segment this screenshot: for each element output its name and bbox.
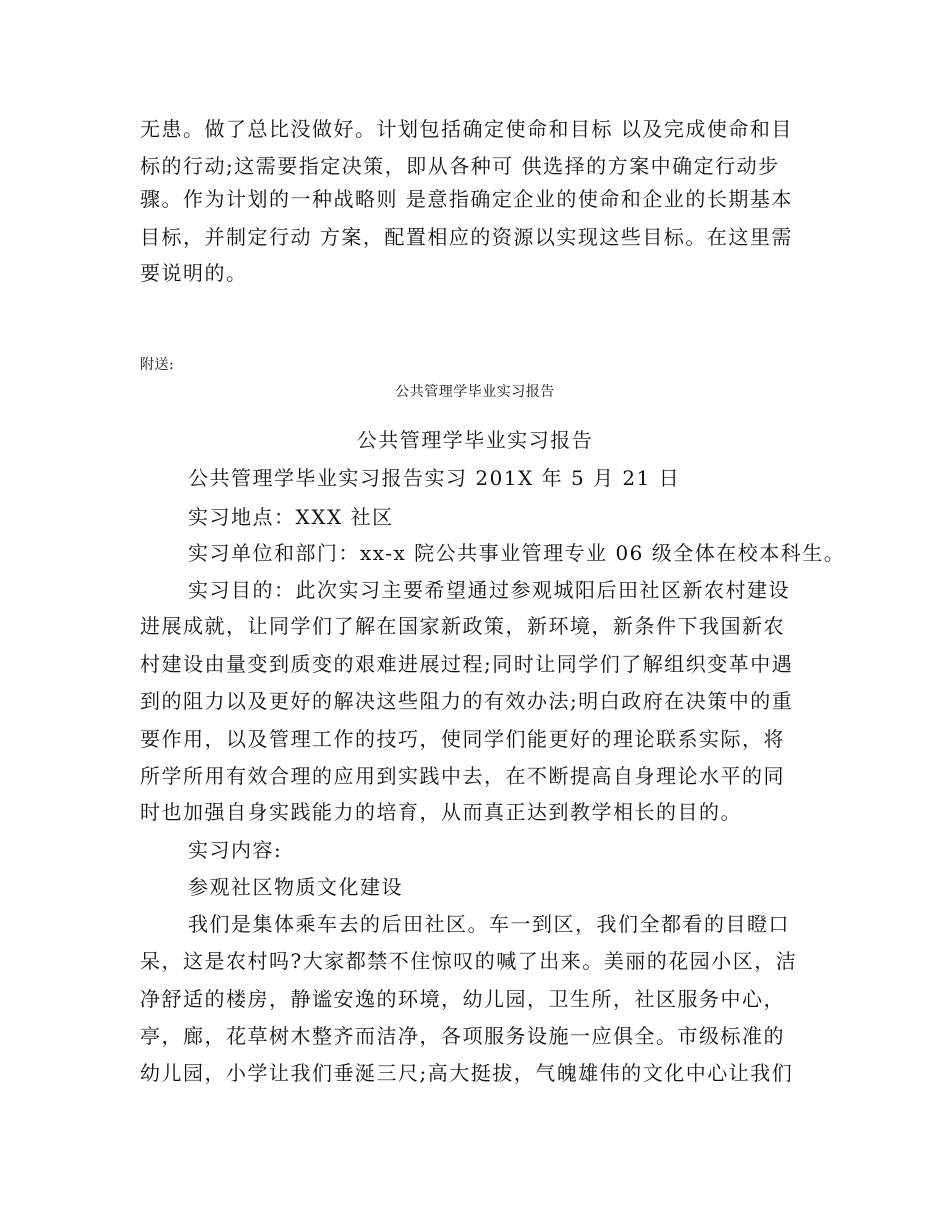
visit-line: 净舒适的楼房，静谧安逸的环境，幼儿园，卫生所，社区服务中心， (140, 987, 785, 1011)
visit-line: 呆，这是农村吗?大家都禁不住惊叹的喊了出来。美丽的花园小区，洁 (140, 949, 798, 973)
report-location: 实习地点：XXX 社区 (188, 505, 394, 529)
purpose-line: 时也加强自身实践能力的培育，从而真正达到教学相长的目的。 (140, 800, 742, 824)
report-title: 公共管理学毕业实习报告 (356, 428, 594, 452)
visit-line: 幼儿园，小学让我们垂涎三尺;高大挺拔，气魄雄伟的文化中心让我们 (140, 1061, 794, 1085)
purpose-line: 进展成就，让同学们了解在国家新政策，新环境，新条件下我国新农 (140, 614, 785, 638)
paragraph-line: 目标，并制定行动 方案，配置相应的资源以实现这些目标。在这里需 (140, 225, 793, 249)
paragraph-line: 无患。做了总比没做好。计划包括确定使命和目标 以及完成使命和目 (140, 117, 793, 141)
visit-line: 亭，廊，花草树木整齐而洁净，各项服务设施一应俱全。市级标准的 (140, 1024, 785, 1048)
purpose-line: 所学所用有效合理的应用到实践中去，在不断提高自身理论水平的同 (140, 764, 785, 788)
purpose-line: 实习目的：此次实习主要希望通过参观城阳后田社区新农村建设 (188, 578, 790, 602)
purpose-line: 村建设由量变到质变的艰难进展过程;同时让同学们了解组织变革中遇 (140, 652, 794, 676)
purpose-line: 到的阻力以及更好的解决这些阻力的有效办法;明白政府在决策中的重 (140, 689, 794, 713)
report-date-line: 公共管理学毕业实习报告实习 201X 年 5 月 21 日 (188, 466, 681, 490)
appendix-label: 附送: (140, 357, 175, 373)
paragraph-line: 标的行动;这需要指定决策，即从各种可 供选择的方案中确定行动步 (140, 154, 780, 178)
section-title: 参观社区物质文化建设 (188, 875, 403, 899)
purpose-line: 要作用，以及管理工作的技巧，使同学们能更好的理论联系实际，将 (140, 727, 785, 751)
report-unit: 实习单位和部门：xx-x 院公共事业管理专业 06 级全体在校本科生。 (188, 541, 846, 565)
visit-line: 我们是集体乘车去的后田社区。车一到区，我们全都看的目瞪口 (188, 912, 790, 936)
paragraph-line: 要说明的。 (140, 261, 248, 285)
small-title: 公共管理学毕业实习报告 (395, 384, 555, 400)
paragraph-line: 骤。作为计划的一种战略则 是意指确定企业的使命和企业的长期基本 (140, 187, 793, 211)
content-label: 实习内容: (188, 838, 283, 862)
